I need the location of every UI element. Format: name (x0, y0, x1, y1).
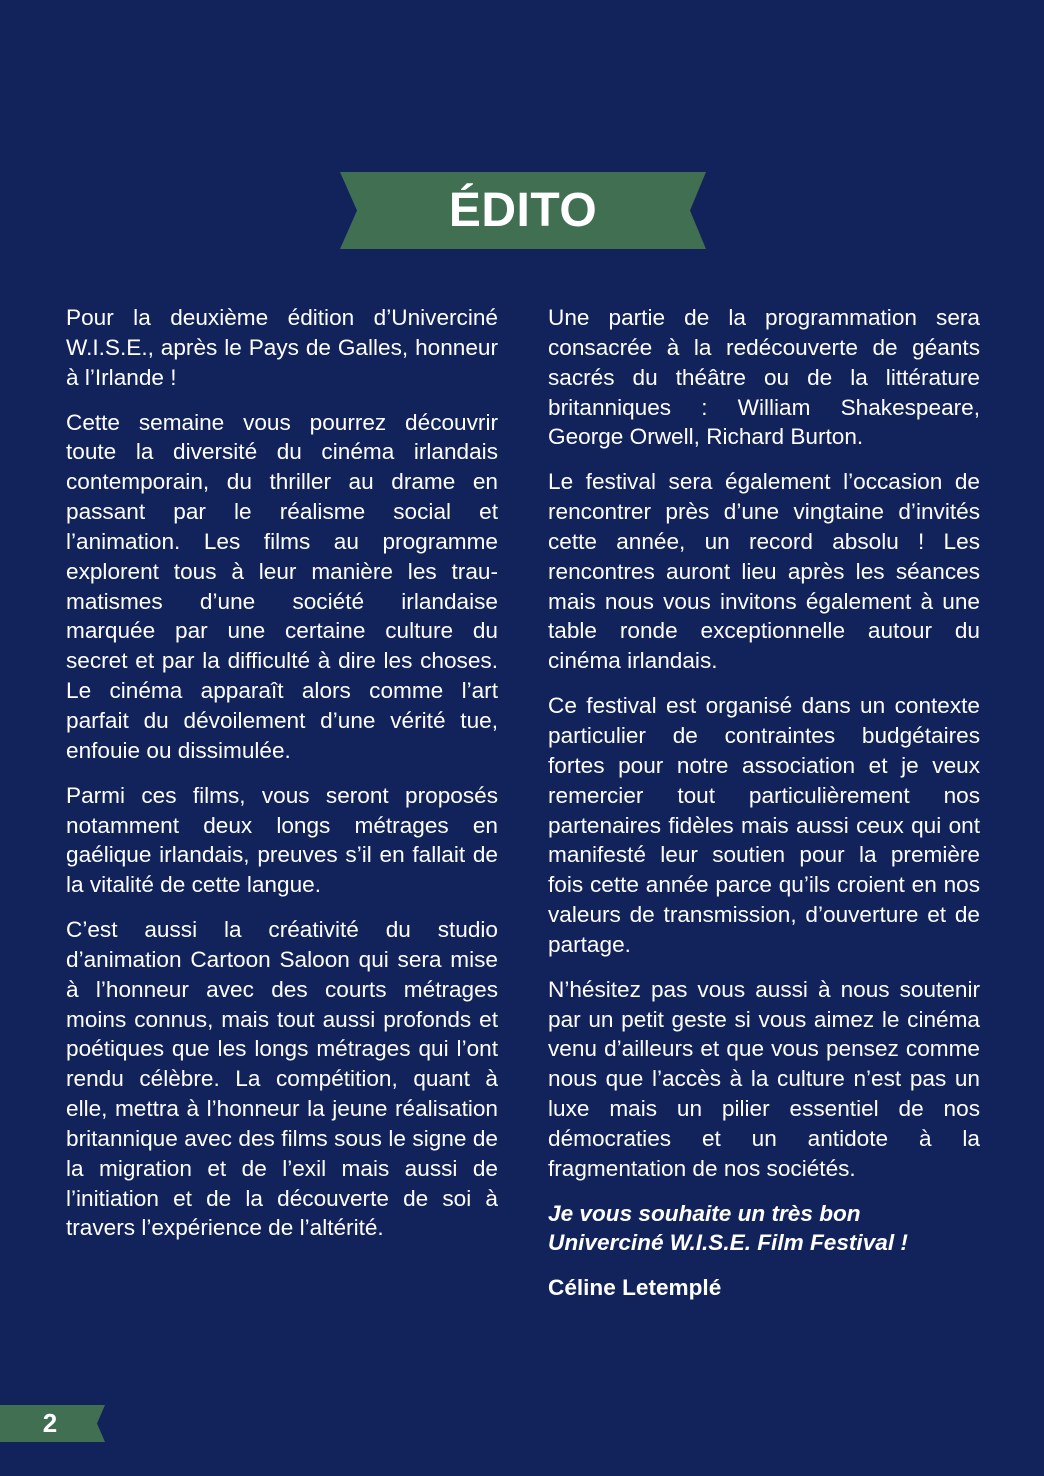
paragraph: Une partie de la programmation sera consacrée à la redécouverte de géants sacrés du théâtre ou de la littérature britanniques : William Shakespeare, George Orwell, Richard Burton. (548, 305, 980, 450)
left-column (66, 303, 498, 1258)
paragraph: C’est aussi la créativité du studio d’animation Cartoon Saloon qui sera mise à l’honneur avec des courts métrages moins connus, mais tout aussi profonds et poétiques que les longs métrages qui l’ont rendu célèbre. La compétition, quant à elle, mettra à l’honneur la jeune réalisation britannique avec des films sous le signe de la migration et de l’exil mais aussi de l’initiation et de la découverte de soi à travers l’expérience de l’altérité. (66, 917, 498, 1241)
signature: Céline Letemplé (548, 1275, 722, 1301)
title-banner (340, 172, 706, 249)
right-column (548, 303, 980, 1303)
closing-line-2: Univerciné W.I.S.E. Film Festival ! (548, 1230, 908, 1256)
closing-line-1: Je vous souhaite un très bon (548, 1200, 861, 1226)
page-title: ÉDITO (448, 184, 598, 237)
paragraph: Pour la deuxième édition d’Univerciné W.I.S.E., après le Pays de Galles, honneur à l’Irlande ! (66, 305, 498, 390)
paragraph: Parmi ces films, vous seront proposés notamment deux longs métrages en gaélique irlandais, preuves s’il en fallait de la vitalité de cette langue. (66, 782, 498, 898)
paragraph: N’hésitez pas vous aussi à nous soutenir par un petit geste si vous aimez le cinéma venu d’ailleurs et que vous pensez comme nous que l’accès à la culture n’est pas un luxe mais un pilier essentiel de nos démocraties et un antidote à la fragmentation de nos sociétés. (548, 976, 980, 1181)
page-number: 2 (42, 1408, 58, 1438)
paragraph: Le festival sera également l’occasion de rencontrer près d’une vingtaine d’invités cette année, un record absolu ! Les rencontres auront lieu après les séances mais nous vous invitons également à une table ronde exceptionnelle autour du cinéma irlandais. (548, 469, 980, 674)
paragraph: Cette semaine vous pourrez découvrir toute la diversité du cinéma irlandais contemporain, du thriller au drame en passant par le réalisme social et l’animation. Les films au programme explorent tous à leur manière les traumatismes d’une société irlandaise marquée par une certaine culture du secret et par la difficulté à dire les choses. Le cinéma apparaît alors comme l’art parfait du dévoilement d’une vérité tue, enfouie ou dissimulée. (66, 409, 498, 763)
closing-wish (548, 1199, 980, 1259)
page-number-tab (0, 1405, 105, 1442)
paragraph: Ce festival est organisé dans un contexte particulier de contraintes budgétaires fortes pour notre association et je veux remercier tout particulièrement nos partenaires fidèles mais aussi ceux qui ont manifesté leur soutien pour la première fois cette année parce qu’ils croient en nos valeurs de transmission, d’ouverture et de partage. (548, 693, 980, 957)
